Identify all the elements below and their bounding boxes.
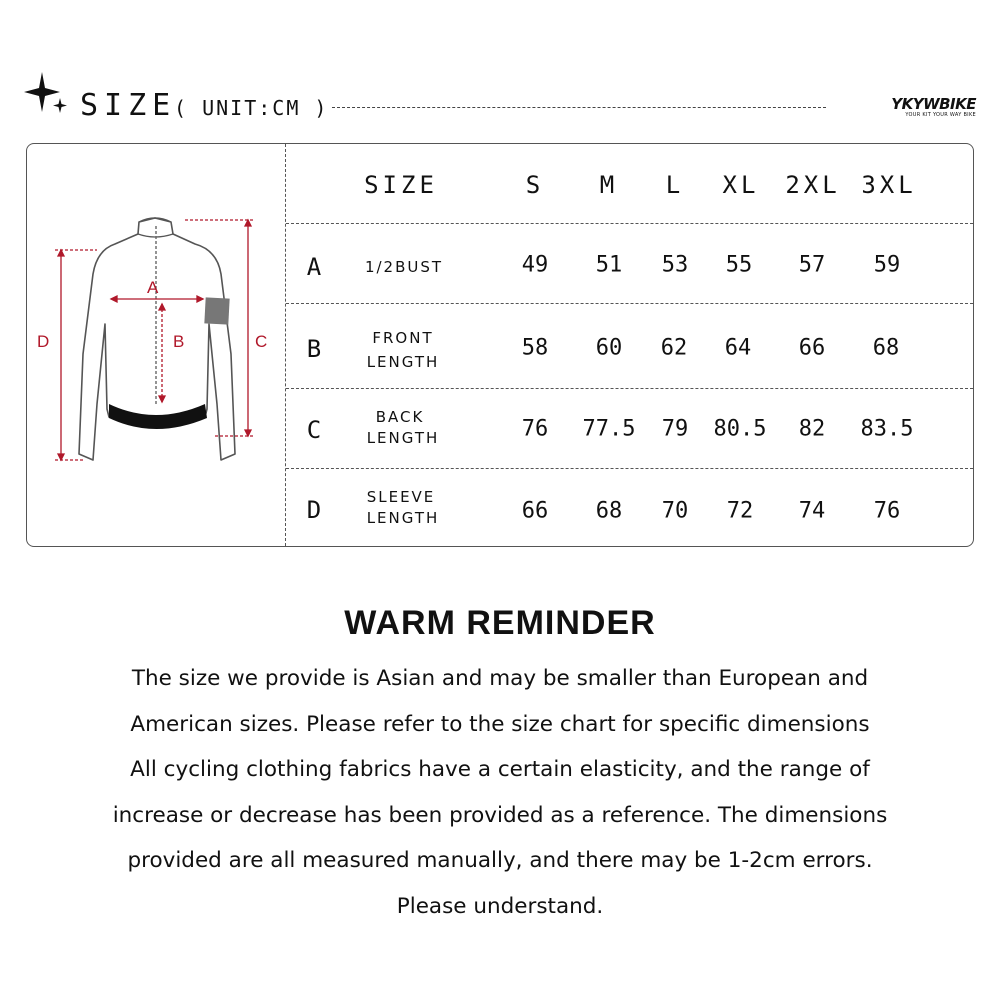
diagram-label-d: D: [37, 332, 50, 351]
value-cell: 76: [873, 498, 901, 524]
row-label-front: FRONT: [372, 329, 434, 347]
row-label-length: LENGTH: [366, 429, 440, 447]
size-title: SIZE: [80, 88, 177, 123]
size-header-xl: XL: [722, 171, 760, 199]
size-header-l: L: [665, 171, 685, 199]
value-cell: 76: [521, 416, 549, 442]
row-rule: [286, 303, 973, 304]
brand-logo: [866, 96, 976, 118]
value-cell: 59: [873, 252, 901, 278]
jacket-diagram-icon: [35, 204, 275, 474]
reminder-line: provided are all measured manually, and there may be 1-2cm errors.: [127, 848, 873, 873]
size-chart-card: [26, 143, 974, 547]
size-header-m: M: [599, 171, 619, 199]
value-cell: 82: [798, 416, 826, 442]
reminder-line: The size we provide is Asian and may be smaller than European and: [131, 666, 869, 691]
reminder-line: Please understand.: [396, 893, 604, 919]
row-rule: [286, 388, 973, 389]
brand-name: YKYWBIKE: [891, 95, 976, 113]
value-cell: 55: [725, 252, 753, 278]
value-cell: 68: [872, 335, 900, 361]
reminder-line: increase or decrease has been provided as a reference. The dimensions: [112, 802, 888, 828]
row-label-back: BACK: [375, 408, 425, 426]
value-cell: 57: [798, 252, 826, 278]
reminder-line: All cycling clothing fabrics have a certain elasticity, and the range of: [130, 757, 870, 782]
row-letter-d: D: [306, 496, 322, 524]
value-cell: 72: [726, 498, 754, 524]
table-divider: [285, 144, 286, 546]
row-letter-b: B: [306, 335, 322, 363]
size-unit: ( UNIT:CM ): [174, 96, 329, 120]
value-cell: 64: [724, 335, 752, 361]
row-letter-a: A: [306, 253, 322, 281]
value-cell: 66: [521, 498, 549, 524]
row-rule: [286, 223, 973, 224]
diagram-label-c: C: [255, 332, 268, 351]
value-cell: 83.5: [860, 416, 914, 442]
value-cell: 58: [521, 335, 549, 361]
size-column-header: SIZE: [364, 171, 438, 199]
value-cell: 62: [660, 335, 688, 361]
header-rule: [332, 107, 826, 108]
size-header-3xl: 3XL: [861, 171, 917, 199]
value-cell: 79: [661, 416, 689, 442]
brand-tagline: YOUR KIT YOUR WAY BIKE: [905, 112, 976, 118]
value-cell: 60: [595, 335, 623, 361]
value-cell: 68: [595, 498, 623, 524]
row-label-length: LENGTH: [366, 353, 440, 371]
sparkle-icon: [20, 68, 70, 118]
reminder-title: WARM REMINDER: [344, 604, 656, 642]
reminder-line: American sizes. Please refer to the size chart for specific dimensions: [130, 711, 870, 737]
reminder-body: [40, 656, 960, 929]
row-label-bust: 1/2BUST: [364, 258, 444, 276]
value-cell: 77.5: [582, 416, 636, 442]
header: [0, 60, 1000, 140]
value-cell: 70: [661, 498, 689, 524]
row-label-length: LENGTH: [366, 509, 440, 527]
value-cell: 49: [521, 252, 549, 278]
value-cell: 66: [798, 335, 826, 361]
row-rule: [286, 468, 973, 469]
value-cell: 51: [595, 252, 623, 278]
value-cell: 74: [798, 498, 826, 524]
size-header-s: S: [525, 171, 545, 199]
diagram-label-b: B: [173, 332, 185, 351]
value-cell: 80.5: [713, 416, 767, 442]
value-cell: 53: [661, 252, 689, 278]
row-label-sleeve: SLEEVE: [366, 488, 436, 506]
row-letter-c: C: [306, 416, 322, 444]
diagram-label-a: A: [147, 278, 159, 297]
size-header-2xl: 2XL: [785, 171, 841, 199]
